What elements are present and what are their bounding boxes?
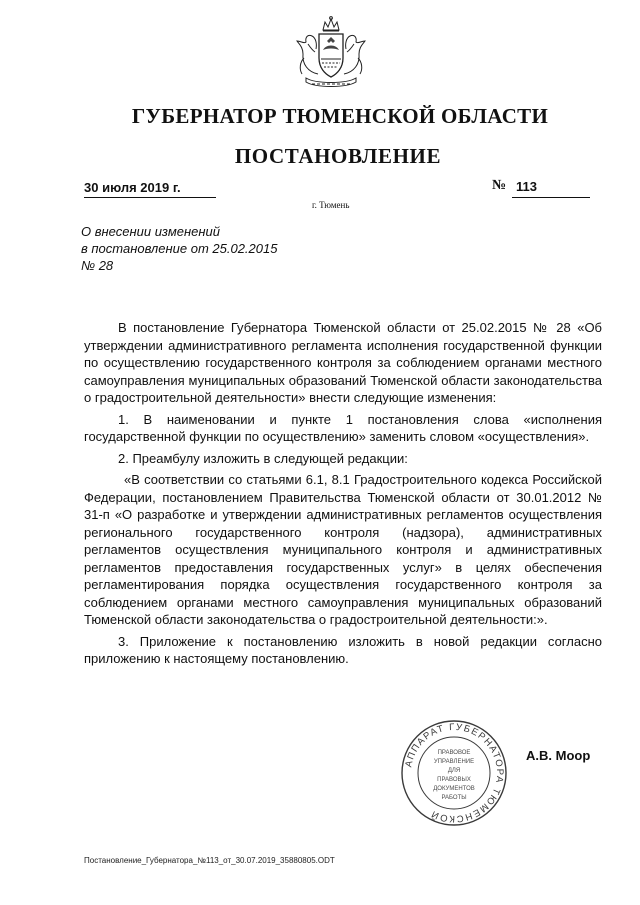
number-value: 113 bbox=[516, 179, 537, 194]
governor-heading: ГУБЕРНАТОР ТЮМЕНСКОЙ ОБЛАСТИ bbox=[131, 104, 549, 128]
document-type: ПОСТАНОВЛЕНИЕ bbox=[234, 144, 442, 168]
number-label: № bbox=[492, 178, 507, 193]
document-body bbox=[84, 319, 602, 668]
tyumen-coat-of-arms-icon bbox=[290, 14, 372, 90]
subject-block bbox=[81, 223, 341, 274]
seal-inner-line: УПРАВЛЕНИЕ bbox=[433, 759, 475, 765]
date-value: 30 июля 2019 г. bbox=[84, 180, 181, 195]
seal-inner-line: РАБОТЫ bbox=[441, 795, 467, 801]
paragraph-intro: В постановление Губернатора Тюменской области от 25.02.2015 № 28 «Об утверждении административного регламента исполнения государственной функции по осуществлению государственного контроля за соблюдением органами местного самоуправления муниципальных образований Тюменской области законодательства о градостроительной деятельности» внести следующие изменения: bbox=[84, 320, 602, 405]
seal-ring-text: АППАРАТ ГУБЕРНАТОРА ТЮМЕНСКОЙ bbox=[403, 721, 506, 825]
seal-inner-line: ПРАВОВЫХ bbox=[437, 777, 471, 783]
seal-inner-line: ДЛЯ bbox=[447, 768, 461, 774]
subject-line: № 28 bbox=[81, 258, 114, 273]
paragraph-item-1: 1. В наименовании и пункте 1 постановления слова «исполнения государственной функции по осуществлению» заменить словом «осуществления». bbox=[84, 411, 602, 444]
seal-inner-line: ДОКУМЕНТОВ bbox=[433, 786, 475, 792]
paragraph-preamble: «В соответствии со статьями 6.1, 8.1 Градостроительного кодекса Российской Федерации, постановлением Правительства Тюменской области от 30.01.2012 № 31-п «О разработке и утверждении административных регламентов осуществления регионального государственного контроля (надзора), административных регламентов осуществления муниципального контроля и административных регламентов предоставления государственных услуг» в целях обеспечения регламентирования порядка осуществления государственного контроля за соблюдением органами местного самоуправления муниципальных образований Тюменской области законодательства о градостроительной деятельности:». bbox=[84, 472, 602, 627]
city-label: г. Тюмень bbox=[312, 200, 350, 210]
paragraph-item-3: 3. Приложение к постановлению изложить в новой редакции согласно приложению к настоящему постановлению. bbox=[84, 633, 602, 666]
subject-line: О внесении изменений bbox=[81, 224, 220, 239]
paragraph-item-2: 2. Преамбулу изложить в следующей редакции: bbox=[118, 450, 408, 466]
subject-line: в постановление от 25.02.2015 bbox=[81, 241, 278, 256]
footer-filename: Постановление_Губернатора_№113_от_30.07.2019_35880805.ODT bbox=[84, 856, 335, 865]
date-field bbox=[84, 179, 216, 198]
signatory-name: А.В. Моор bbox=[526, 748, 591, 763]
official-seal-icon bbox=[399, 718, 509, 828]
number-field bbox=[512, 179, 590, 198]
seal-inner-line: ПРАВОВОЕ bbox=[437, 750, 471, 756]
